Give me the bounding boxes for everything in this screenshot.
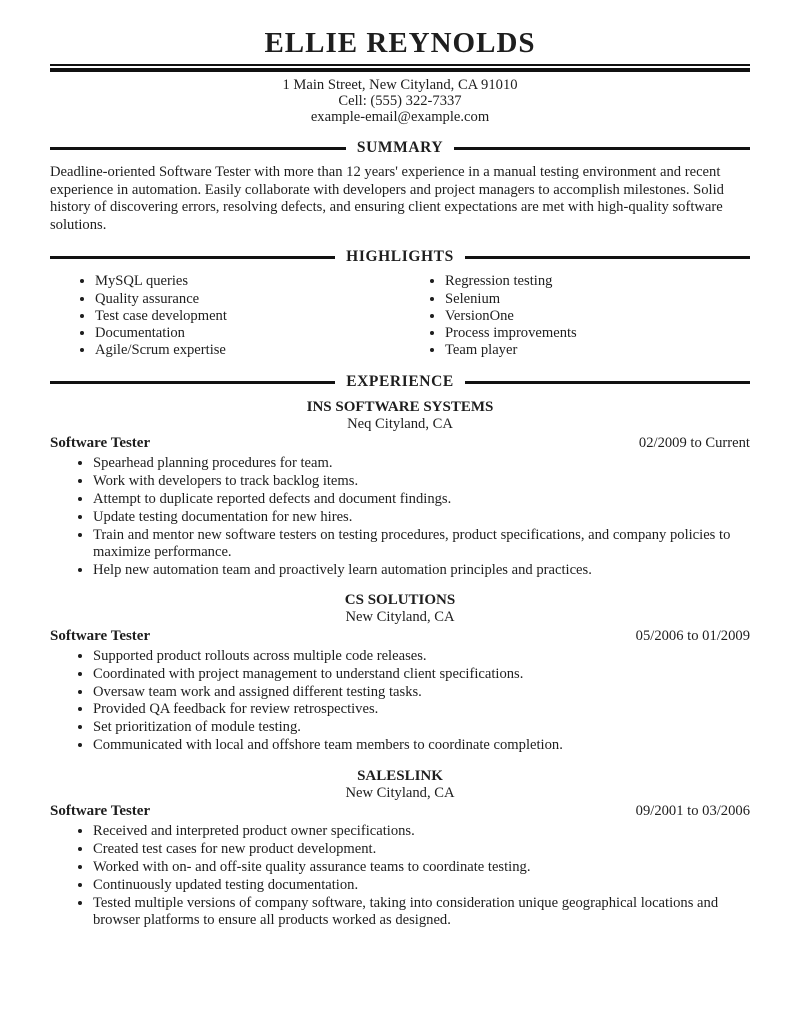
job-title: Software Tester (50, 803, 151, 820)
job-bullet: • Coordinated with project management to understand client specifications. (93, 666, 750, 683)
section-rule-right (465, 381, 750, 384)
highlight-item: • MySQL queries (95, 273, 400, 290)
job-bullet-list (50, 823, 750, 929)
highlights-list-right (400, 273, 750, 359)
job-title: Software Tester (50, 434, 151, 451)
header-double-rule (50, 64, 750, 72)
job-dates: 05/2006 to 01/2009 (635, 627, 750, 644)
highlight-item: • VersionOne (445, 308, 750, 325)
job-bullet: • Supported product rollouts across multiple code releases. (93, 648, 750, 665)
job-location: New Cityland, CA (345, 784, 455, 801)
job-title: Software Tester (50, 627, 151, 644)
job-title-row (50, 435, 750, 452)
job-entry (50, 592, 750, 754)
job-bullet: • Communicated with local and offshore team members to coordinate completion. (93, 737, 750, 754)
job-title-row (50, 803, 750, 820)
job-bullet: • Provided QA feedback for review retrospectives. (93, 701, 750, 718)
contact-address: 1 Main Street, New Cityland, CA 91010 (282, 77, 518, 93)
job-company: CS SOLUTIONS (344, 592, 456, 609)
section-header-summary (50, 139, 750, 157)
job-bullet: • Set prioritization of module testing. (93, 719, 750, 736)
job-bullet: • Help new automation team and proactively learn automation principles and practices. (93, 562, 750, 579)
highlight-item: • Process improvements (445, 325, 750, 342)
job-title-row (50, 628, 750, 645)
highlight-item: • Selenium (445, 291, 750, 308)
highlights-column-left (50, 273, 400, 359)
job-location: New Cityland, CA (345, 609, 455, 626)
job-bullet: • Train and mentor new software testers on testing procedures, product specifications, and company policies to maximize performance. (93, 527, 750, 562)
job-location: Neq Cityland, CA (347, 416, 453, 433)
job-bullet: • Received and interpreted product owner specifications. (93, 823, 750, 840)
section-header-highlights (50, 248, 750, 266)
contact-email: example-email@example.com (310, 108, 490, 125)
highlight-item: • Test case development (95, 308, 400, 325)
job-bullet: • Worked with on- and off-site quality assurance teams to coordinate testing. (93, 859, 750, 876)
job-dates: 09/2001 to 03/2006 (635, 803, 750, 820)
job-bullet: • Tested multiple versions of company software, taking into consideration unique geographical locations and browser platforms to ensure all products worked as designed. (93, 895, 750, 930)
section-header-experience (50, 373, 750, 391)
job-bullet: • Attempt to duplicate reported defects and document findings. (93, 491, 750, 508)
highlight-item: • Regression testing (445, 273, 750, 290)
job-bullet-list (50, 648, 750, 755)
candidate-name: ELLIE REYNOLDS (264, 27, 536, 59)
job-bullet: • Spearhead planning procedures for team. (93, 455, 750, 472)
job-bullet: • Work with developers to track backlog items. (93, 473, 750, 490)
job-bullet: • Continuously updated testing documentation. (93, 877, 750, 894)
job-bullet: • Created test cases for new product development. (93, 841, 750, 858)
highlight-item: • Team player (445, 342, 750, 359)
section-rule-left (50, 256, 335, 259)
job-entry (50, 399, 750, 579)
job-company: INS SOFTWARE SYSTEMS (306, 399, 494, 416)
section-rule-right (465, 256, 750, 259)
highlight-item: • Documentation (95, 325, 400, 342)
section-rule-left (50, 381, 335, 384)
section-title-experience: EXPERIENCE (346, 373, 454, 391)
section-rule-right (454, 147, 750, 150)
job-bullet: • Update testing documentation for new hires. (93, 509, 750, 526)
job-dates: 02/2009 to Current (638, 434, 750, 451)
highlight-item: • Quality assurance (95, 291, 400, 308)
highlight-item: • Agile/Scrum expertise (95, 342, 400, 359)
highlights-columns (50, 273, 750, 359)
job-bullet-list (50, 455, 750, 579)
job-entry (50, 768, 750, 930)
highlights-list-left (50, 273, 400, 359)
job-company: SALESLINK (357, 767, 443, 784)
contact-phone: Cell: (555) 322-7337 (338, 92, 462, 109)
job-bullet: • Oversaw team work and assigned different testing tasks. (93, 684, 750, 701)
summary-text: Deadline-oriented Software Tester with more than 12 years' experience in a manual testing environment and recent experience in automation. Easily collaborate with developers and project managers to accomplish milestones. Solid history of discovering errors, resolving defects, and ensuring client expectations are met with high-quality software solutions. (50, 164, 724, 233)
section-title-highlights: HIGHLIGHTS (346, 248, 454, 266)
section-title-summary: SUMMARY (356, 139, 444, 157)
section-rule-left (50, 147, 346, 150)
contact-block (50, 78, 750, 125)
highlights-column-right (400, 273, 750, 359)
